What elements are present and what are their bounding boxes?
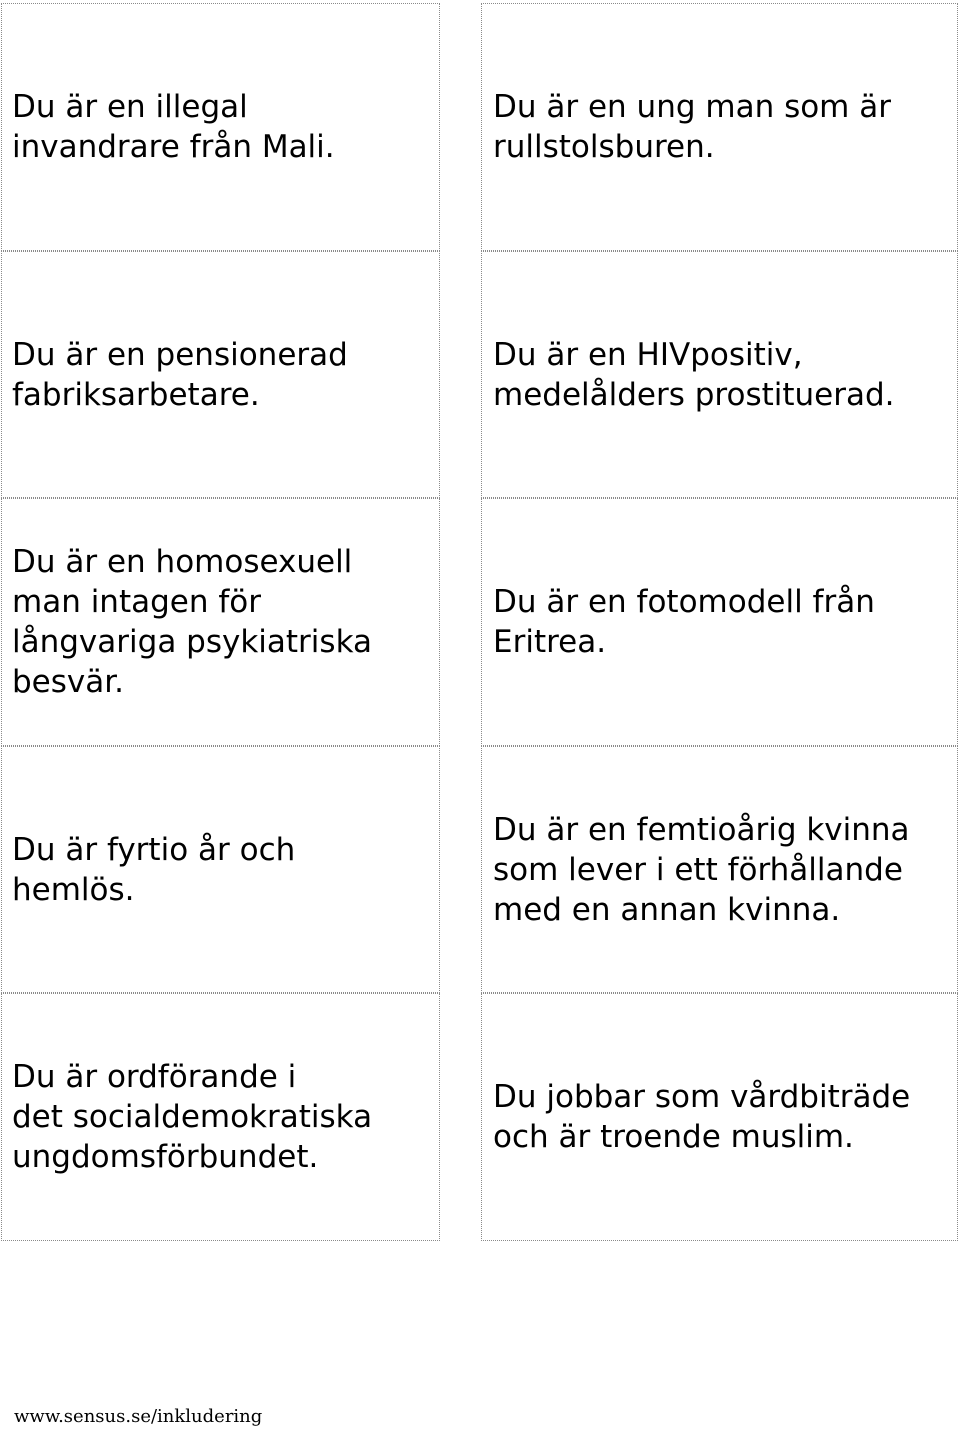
card-retired-factory-worker [1,251,440,498]
card-psychiatric-patient [1,498,440,746]
card-youth-league-chair [1,993,440,1241]
card-homeless [1,746,440,993]
card-text: Du är en illegal invandrare från Mali. [12,89,335,165]
card-photo-model [481,498,958,746]
card-text: Du är en homosexuell man intagen för långvariga psykiatriska besvär. [12,544,372,700]
footer-url: www.sensus.se/inkludering [14,1406,263,1427]
card-text: Du är en pensionerad fabriksarbetare. [12,336,348,413]
card-text: Du är en fotomodell från Eritrea. [493,584,875,660]
card-text: Du är ordförande i det socialdemokratiska ungdomsförbundet. [12,1059,373,1175]
card-care-assistant [481,993,958,1241]
card-text: Du är en femtioårig kvinna som lever i ett förhållande med en annan kvinna. [493,811,910,928]
card-text: Du är en HIVpositiv, medelålders prostituerad. [493,336,895,413]
card-woman-with-woman [481,746,958,993]
card-text: Du jobbar som vårdbiträde och är troende muslim. [493,1079,911,1155]
card-illegal-immigrant [1,3,440,251]
card-hiv-positive [481,251,958,498]
card-text: Du är en ung man som är rullstolsburen. [493,89,891,165]
card-text: Du är fyrtio år och hemlös. [12,831,296,908]
card-wheelchair-user [481,3,958,251]
